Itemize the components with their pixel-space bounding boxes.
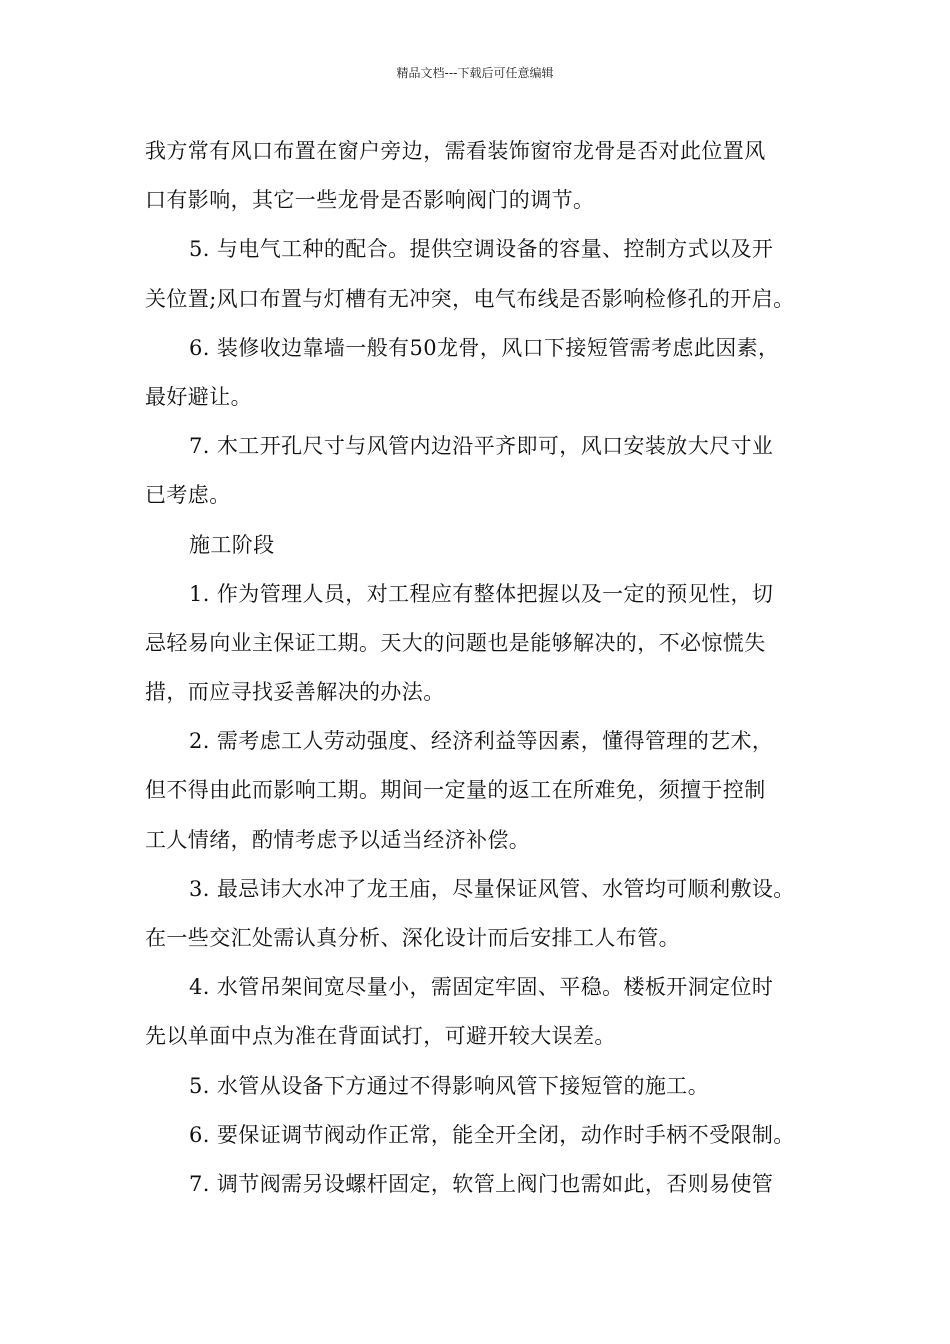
text-line: 5. 水管从设备下方通过不得影响风管下接短管的施工。 bbox=[189, 1073, 710, 1098]
page-header: 精品文档---下载后可任意编辑 bbox=[396, 66, 554, 80]
text-line: 措，而应寻找妥善解决的办法。 bbox=[145, 680, 445, 705]
text-line: 4. 水管吊架间宽尽量小，需固定牢固、平稳。楼板开洞定位时 bbox=[189, 975, 774, 1000]
text-line: 5. 与电气工种的配合。提供空调设备的容量、控制方式以及开 bbox=[189, 237, 774, 262]
text-line: 先以单面中点为准在背面试打，可避开较大误差。 bbox=[145, 1024, 616, 1049]
text-line: 已考虑。 bbox=[145, 483, 231, 508]
text-line: 7. 木工开孔尺寸与风管内边沿平齐即可，风口安装放大尺寸业 bbox=[189, 434, 774, 459]
text-line: 关位置;风口布置与灯槽有无冲突，电气布线是否影响检修孔的开启。 bbox=[145, 286, 795, 311]
text-line: 1. 作为管理人员，对工程应有整体把握以及一定的预见性，切 bbox=[189, 581, 774, 606]
text-line: 我方常有风口布置在窗户旁边，需看装饰窗帘龙骨是否对此位置风 bbox=[145, 139, 766, 163]
text-line: 最好避让。 bbox=[145, 384, 252, 409]
text-line: 忌轻易向业主保证工期。天大的问题也是能够解决的，不必惊慌失 bbox=[145, 630, 766, 655]
section-heading: 施工阶段 bbox=[189, 532, 275, 557]
text-line: 口有影响，其它一些龙骨是否影响阀门的调节。 bbox=[145, 188, 595, 213]
text-line: 6. 要保证调节阀动作正常，能全开全闭，动作时手柄不受限制。 bbox=[189, 1122, 795, 1147]
text-line: 6. 装修收边靠墙一般有50龙骨，风口下接短管需考虑此因素， bbox=[189, 335, 780, 360]
text-line: 2. 需考虑工人劳动强度、经济利益等因素，懂得管理的艺术， bbox=[189, 729, 774, 754]
text-line: 7. 调节阀需另设螺杆固定，软管上阀门也需如此，否则易使管 bbox=[189, 1171, 774, 1196]
document-body bbox=[145, 127, 825, 1209]
text-line: 但不得由此而影响工期。期间一定量的返工在所难免，须擅于控制 bbox=[145, 778, 766, 803]
text-line: 在一些交汇处需认真分析、深化设计而后安排工人布管。 bbox=[145, 926, 680, 950]
text-line: 3. 最忌讳大水冲了龙王庙，尽量保证风管、水管均可顺利敷设。 bbox=[189, 876, 795, 901]
text-line: 工人情绪，酌情考虑予以适当经济补偿。 bbox=[145, 827, 531, 852]
